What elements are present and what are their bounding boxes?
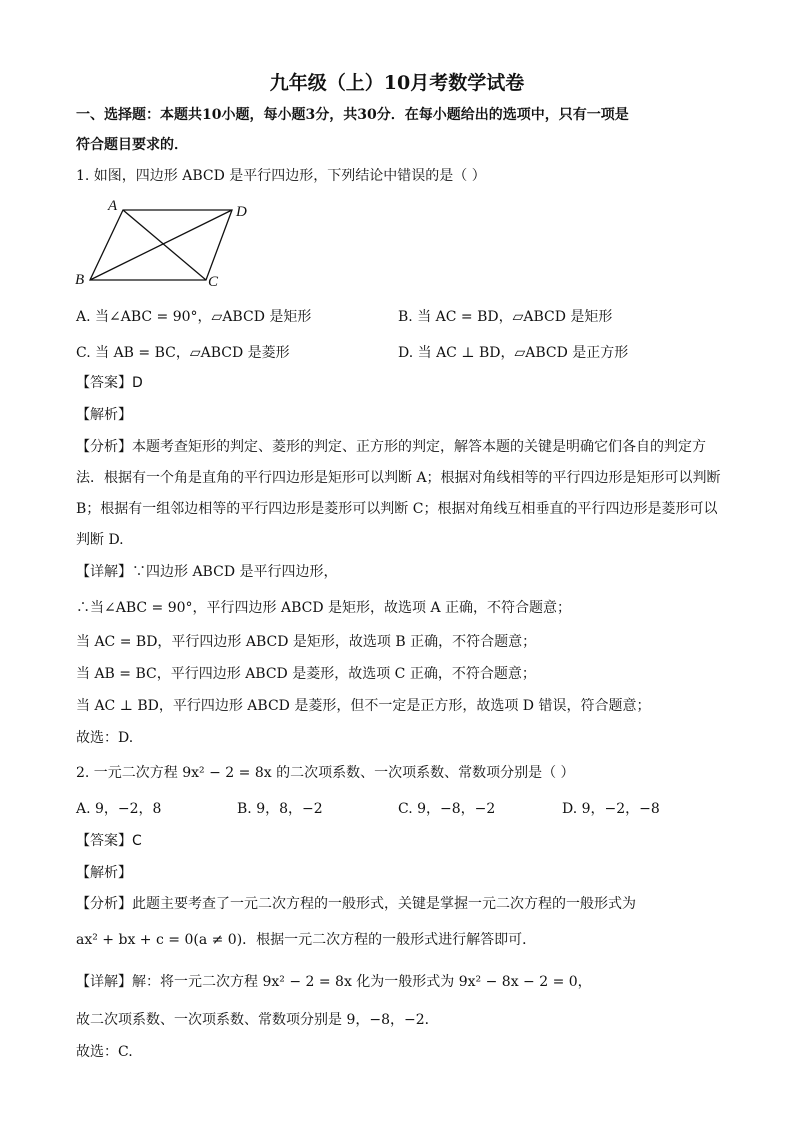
q2-analysis-line-1: 【分析】此题主要考查了一元二次方程的一般形式，关键是掌握一元二次方程的一般形式为	[76, 896, 636, 912]
vertex-label-a: A	[108, 198, 118, 214]
q2-analysis-heading: 【解析】	[76, 865, 132, 881]
q1-analysis-line-3: B；根据有一组邻边相等的平行四边形是菱形可以判断 C；根据对角线互相垂直的平行四边形是菱形可以	[76, 501, 718, 517]
q2-option-a: A. 9，−2，8	[76, 801, 162, 817]
q1-detail-line-6: 故选：D.	[76, 730, 134, 746]
parallelogram-figure	[72, 196, 262, 292]
q1-analysis-heading: 【解析】	[76, 407, 132, 423]
q1-detail-line-4: 当 AB = BC，平行四边形 ABCD 是菱形，故选项 C 正确，不符合题意；	[76, 666, 536, 682]
page-title: 九年级（上）10月考数学试卷	[269, 72, 525, 94]
q1-option-c: C. 当 AB = BC，▱ABCD 是菱形	[76, 345, 290, 361]
q1-option-a: A. 当∠ABC = 90°，▱ABCD 是矩形	[76, 309, 312, 325]
q1-answer: 【答案】D	[76, 375, 143, 391]
vertex-label-c: C	[208, 274, 219, 290]
q1-option-b: B. 当 AC = BD，▱ABCD 是矩形	[398, 309, 613, 325]
q1-detail-line-1: 【详解】∵四边形 ABCD 是平行四边形，	[76, 564, 338, 580]
q1-detail-line-2: ∴当∠ABC = 90°，平行四边形 ABCD 是矩形，故选项 A 正确，不符合题意；	[76, 600, 572, 616]
q2-detail-line-2: 故二次项系数、一次项系数、常数项分别是 9，−8，−2．	[76, 1012, 439, 1028]
q1-stem: 1. 如图，四边形 ABCD 是平行四边形，下列结论中错误的是（ ）	[76, 168, 486, 184]
vertex-label-d: D	[236, 204, 247, 220]
q1-analysis-line-2: 法．根据有一个角是直角的平行四边形是矩形可以判断 A；根据对角线相等的平行四边形是矩形可以判断	[76, 470, 721, 486]
q2-detail-line-1: 【详解】解：将一元二次方程 9x² − 2 = 8x 化为一般形式为 9x² − 8x − 2 = 0，	[76, 974, 592, 990]
diagonal-bd	[90, 210, 232, 280]
diagonal-ac	[123, 210, 206, 280]
q1-detail-line-5: 当 AC ⊥ BD，平行四边形 ABCD 是菱形，但不一定是正方形，故选项 D 错误，符合题意；	[76, 698, 651, 714]
q1-analysis-line-1: 【分析】本题考查矩形的判定、菱形的判定、正方形的判定，解答本题的关键是明确它们各自的判定方	[76, 439, 706, 455]
q1-detail-line-3: 当 AC = BD，平行四边形 ABCD 是矩形，故选项 B 正确，不符合题意；	[76, 634, 537, 650]
q2-option-b: B. 9，8，−2	[237, 801, 323, 817]
q2-analysis-line-2: ax² + bx + c = 0(a ≠ 0)．根据一元二次方程的一般形式进行解答即可．	[76, 932, 537, 948]
section-heading-line-2: 符合题目要求的．	[76, 137, 188, 153]
q1-analysis-line-4: 判断 D.	[76, 532, 124, 548]
q2-stem: 2. 一元二次方程 9x² − 2 = 8x 的二次项系数、一次项系数、常数项分别是（ ）	[76, 765, 575, 781]
q2-answer: 【答案】C	[76, 833, 142, 849]
q2-option-c: C. 9，−8，−2	[398, 801, 496, 817]
q2-option-d: D. 9，−2，−8	[562, 801, 660, 817]
vertex-label-b: B	[75, 272, 85, 288]
section-heading-line-1: 一、选择题：本题共10小题，每小题3分，共30分．在每小题给出的选项中，只有一项是	[76, 107, 629, 123]
q2-detail-line-3: 故选：C.	[76, 1044, 133, 1060]
q1-option-d: D. 当 AC ⊥ BD，▱ABCD 是正方形	[398, 345, 629, 361]
